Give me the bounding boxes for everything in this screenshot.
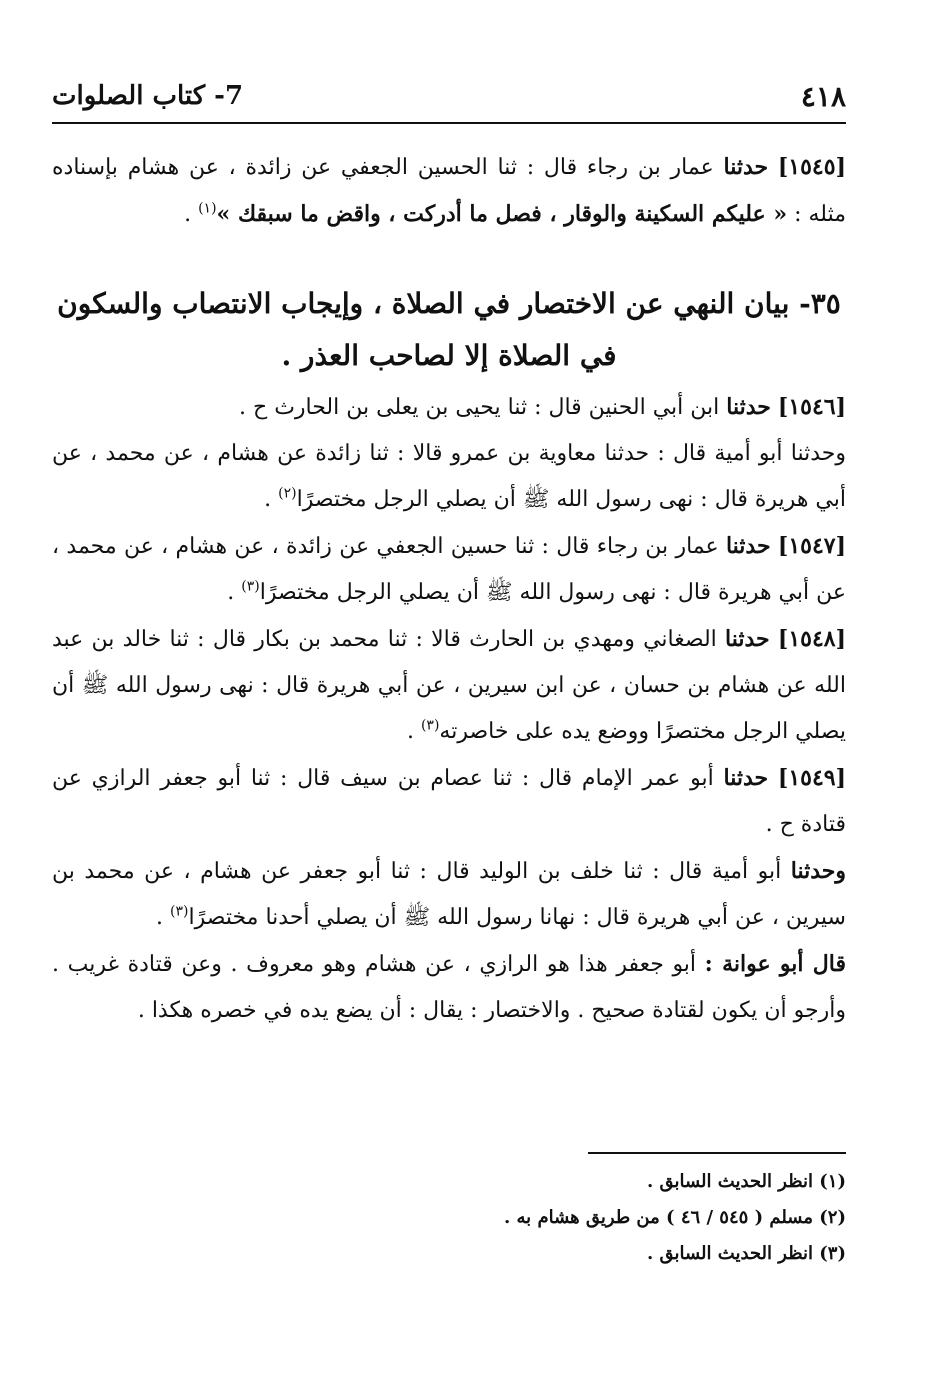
hadith-end: . — [227, 580, 242, 605]
hadith-end: . — [406, 719, 421, 744]
hadith-lead: حدثنا — [726, 394, 771, 420]
hadith-text: ابن أبي الحنين قال : ثنا يحيى بن يعلى بن الحارث ح . — [239, 395, 720, 420]
comment-lead: قال أبو عوانة : — [704, 951, 846, 977]
footnote-divider — [588, 1152, 846, 1154]
footnote-ref: (٢) — [278, 485, 297, 502]
footnote-ref: (٣) — [170, 903, 189, 920]
hadith-1548 — [52, 616, 846, 755]
footnote-1: (١) انظر الحديث السابق . — [646, 1171, 846, 1192]
hadith-end: . — [264, 487, 279, 512]
footnotes — [52, 1152, 846, 1272]
hadith-text: عمار بن رجاء قال : ثنا الحسين الجعفي عن زائدة ، عن هشام بإسناده مثله : — [52, 155, 846, 227]
hadith-lead: حدثنا — [723, 154, 769, 180]
hadith-lead: وحدثنا — [790, 858, 846, 884]
footnote-3: (٣) انظر الحديث السابق . — [646, 1243, 846, 1264]
chapter-heading: ٣٥- بيان النهي عن الاختصار في الصلاة ، وإيجاب الانتصاب والسكون في الصلاة إلا لصاحب العذر . — [57, 287, 841, 372]
footnote-ref: (٣) — [241, 578, 260, 595]
hadith-number: [١٥٤٥] — [777, 154, 846, 180]
hadith-text: عمار بن رجاء قال : ثنا حسين الجعفي عن زائدة ، عن هشام ، عن محمد ، عن أبي هريرة قال : نهى رسول الله ﷺ أن يصلي الرجل مختصرًا — [52, 534, 846, 605]
hadith-1546 — [52, 384, 846, 431]
hadith-1546-second-chain — [52, 431, 846, 523]
hadith-text: وحدثنا أبو أمية قال : حدثنا معاوية بن عمرو قالا : ثنا زائدة عن هشام ، عن محمد ، عن أبي هريرة قال : نهى رسول الله ﷺ أن يصلي الرجل مختصرًا — [52, 441, 846, 512]
hadith-1545 — [52, 144, 846, 238]
hadith-text: أبو عمر الإمام قال : ثنا عصام بن سيف قال : ثنا أبو جعفر الرازي عن قتادة ح . — [52, 766, 846, 837]
hadith-1549 — [52, 755, 846, 848]
hadith-lead: حدثنا — [725, 533, 771, 559]
footnote-2: (٢) مسلم ( ٥٤٥ / ٤٦ ) من طريق هشام به . — [503, 1207, 846, 1228]
hadith-text: الصغاني ومهدي بن الحارث قالا : ثنا محمد بن بكار قال : ثنا خالد بن عبد الله عن هشام بن حسان ، عن ابن سيرين ، عن أبي هريرة قال : نهى رسول الله ﷺ أن يصلي الرجل مختصرًا ووضع يده على خاصرته — [52, 627, 846, 744]
hadith-text: أبو أمية قال : ثنا خلف بن الوليد قال : ثنا أبو جعفر عن هشام ، عن محمد بن سيرين ، عن أبي هريرة قال : نهانا رسول الله ﷺ أن يصلي أحدنا مختصرًا — [52, 859, 846, 930]
book-title: 7- كتاب الصلوات — [52, 81, 244, 111]
page-header — [52, 70, 846, 124]
hadith-number: [١٥٤٨] — [777, 626, 846, 652]
hadith-lead: حدثنا — [725, 626, 770, 652]
author-comment — [52, 941, 846, 1034]
footnote-ref: (٣) — [420, 717, 440, 734]
hadith-1549-second-chain — [52, 848, 846, 941]
hadith-end: . — [184, 202, 199, 227]
hadith-number: [١٥٤٧] — [777, 533, 846, 559]
page-number: ٤١٨ — [800, 79, 846, 113]
hadith-number: [١٥٤٩] — [777, 765, 846, 791]
hadith-1547 — [52, 523, 846, 616]
hadith-quote: « عليكم السكينة والوقار ، فصل ما أدركت ، واقض ما سبقك » — [216, 201, 788, 227]
footnote-ref: (١) — [198, 200, 217, 217]
comment-text: أبو جعفر هذا هو الرازي ، عن هشام وهو معروف . وعن قتادة غريب . وأرجو أن يكون لقتادة صحيح . والاختصار : يقال : أن يضع يده في خصره هكذا . — [52, 952, 846, 1023]
hadith-lead: حدثنا — [723, 765, 769, 791]
page — [52, 70, 846, 1360]
hadith-number: [١٥٤٦] — [777, 394, 846, 420]
hadith-end: . — [156, 905, 171, 930]
